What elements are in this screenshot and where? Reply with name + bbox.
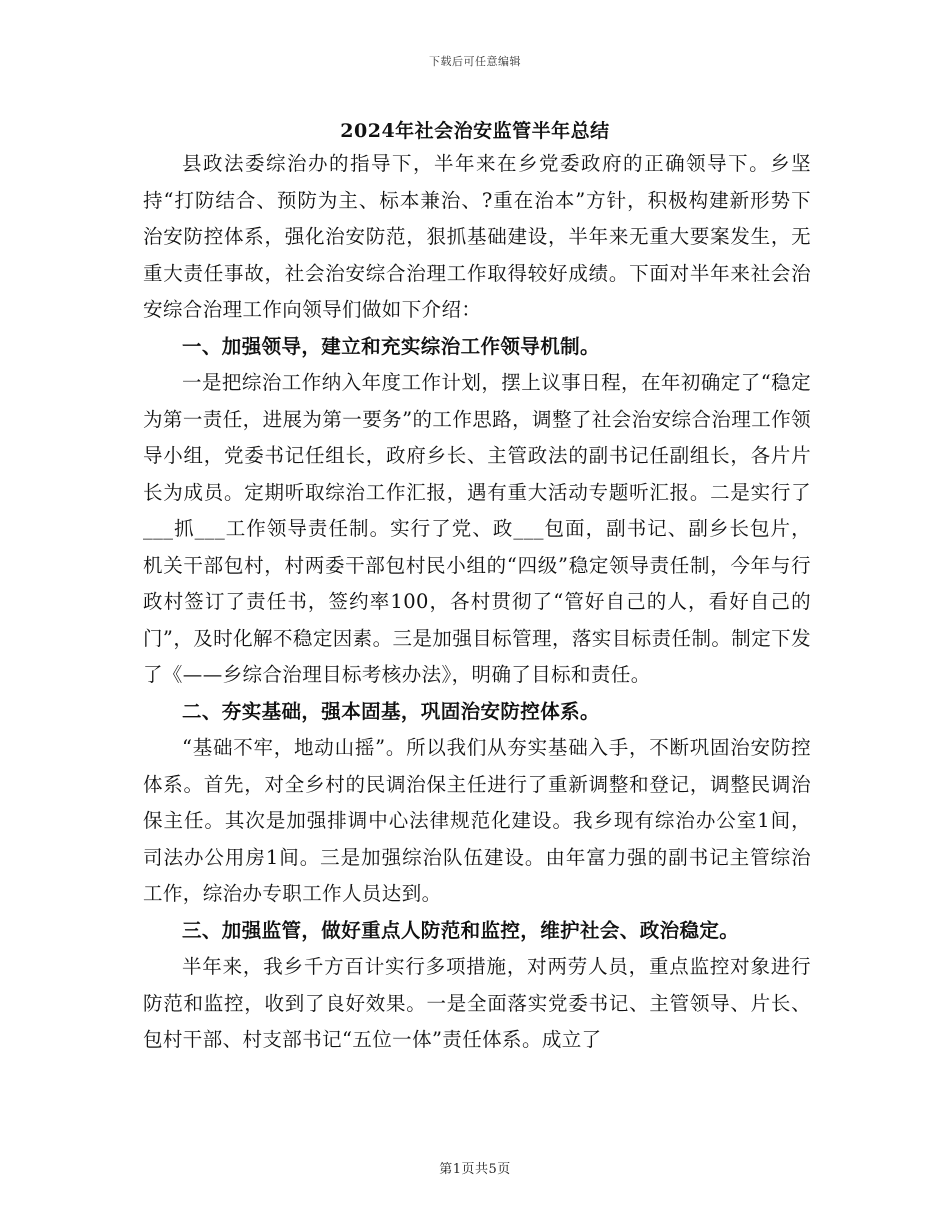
paragraph-intro: 县政法委综治办的指导下，半年来在乡党委政府的正确领导下。乡坚持“打防结合、预防为主、标本兼治、?重在治本”方针，积极构建新形势下治安防控体系，强化治安防范，狠抓基础建设，半年来无重大要案发生，无重大责任事故，社会治安综合治理工作取得较好成绩。下面对半年来社会治安综合治理工作向领导们做如下介绍：	[143, 152, 811, 321]
page-number: 第1页共5页	[439, 1162, 511, 1177]
document-body	[143, 146, 811, 1059]
document-title: 2024年社会治安监管半年总结	[340, 120, 610, 142]
page-header-note: 下载后可任意编辑	[429, 55, 521, 68]
paragraph-section-1: 一是把综治工作纳入年度工作计划，摆上议事日程，在年初确定了“稳定为第一责任，进展为第一要务”的工作思路，调整了社会治安综合治理工作领导小组，党委书记任组长，政府乡长、主管政法的副书记任副组长，各片片长为成员。定期听取综治工作汇报，遇有重大活动专题听汇报。二是实行了___抓___工作领导责任制。实行了党、政___包面，副书记、副乡长包片，机关干部包村，村两委干部包村民小组的“四级”稳定领导责任制，今年与行政村签订了责任书，签约率100，各村贯彻了“管好自己的人，看好自己的门”，及时化解不稳定因素。三是加强目标管理，落实目标责任制。制定下发了《——乡综合治理目标考核办法》，明确了目标和责任。	[143, 371, 811, 686]
paragraph-section-2: “基础不牢，地动山摇”。所以我们从夯实基础入手，不断巩固治安防控体系。首先，对全乡村的民调治保主任进行了重新调整和登记，调整民调治保主任。其次是加强排调中心法律规范化建设。我乡现有综治办公室1间，司法办公用房1间。三是加强综治队伍建设。由年富力强的副书记主管综治工作，综治办专职工作人员达到。	[143, 736, 811, 905]
section-heading-1: 一、加强领导，建立和充实综治工作领导机制。	[182, 334, 600, 358]
paragraph-section-3: 半年来，我乡千方百计实行多项措施，对两劳人员，重点监控对象进行防范和监控，收到了良好效果。一是全面落实党委书记、主管领导、片长、包村干部、村支部书记“五位一体”责任体系。成立了	[143, 955, 811, 1051]
section-heading-3: 三、加强监管，做好重点人防范和监控，维护社会、政治稳定。	[182, 918, 740, 942]
section-heading-2: 二、夯实基础，强本固基，巩固治安防控体系。	[182, 699, 600, 723]
